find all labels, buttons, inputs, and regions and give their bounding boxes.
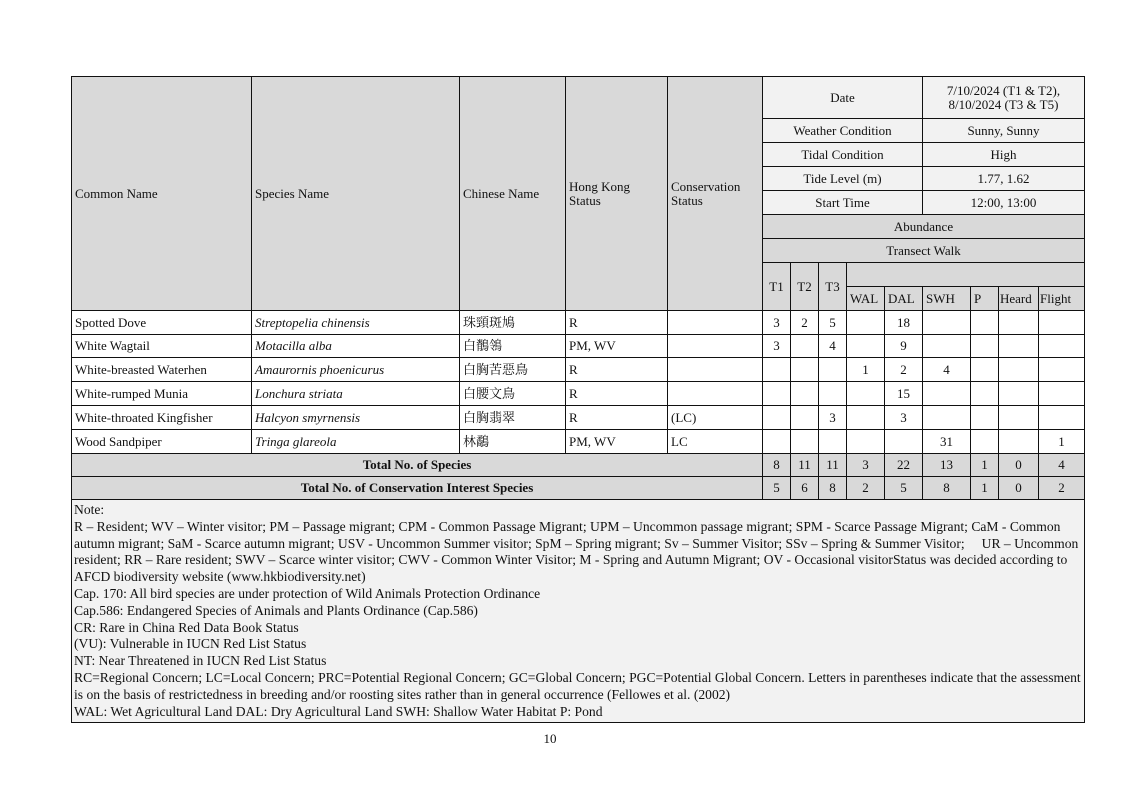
table-row <box>72 311 1085 335</box>
dal-value: 3 <box>885 406 923 430</box>
col-p: P <box>971 287 999 311</box>
table-row <box>72 430 1085 454</box>
tide-level-label: Tide Level (m) <box>763 167 923 191</box>
swh-value <box>923 406 971 430</box>
hk-status: PM, WV <box>566 335 668 358</box>
p-value <box>971 335 999 358</box>
t2-value <box>791 430 819 454</box>
col-heard: Heard <box>999 287 1039 311</box>
common-name: Spotted Dove <box>72 311 252 335</box>
t3-value: 5 <box>819 311 847 335</box>
heard-value <box>999 406 1039 430</box>
col-wal: WAL <box>847 287 885 311</box>
date-value-line2: 8/10/2024 (T3 & T5) <box>948 96 1059 112</box>
total-value: 2 <box>1039 477 1085 500</box>
table-row <box>72 358 1085 382</box>
page-number: 10 <box>543 731 557 746</box>
weather-label: Weather Condition <box>763 119 923 143</box>
total-value: 0 <box>999 477 1039 500</box>
total-value: 8 <box>923 477 971 500</box>
t1-value: 3 <box>763 311 791 335</box>
t3-value <box>819 382 847 406</box>
t2-value <box>791 335 819 358</box>
heard-value <box>999 358 1039 382</box>
swh-value: 4 <box>923 358 971 382</box>
chinese-name: 白鶺鴒 <box>460 335 566 358</box>
p-value <box>971 311 999 335</box>
notes-row <box>72 500 1085 723</box>
t1-value <box>763 406 791 430</box>
dal-value: 2 <box>885 358 923 382</box>
total-value: 22 <box>885 454 923 477</box>
t1-value <box>763 358 791 382</box>
dal-value: 9 <box>885 335 923 358</box>
conservation-status <box>668 358 763 382</box>
date-value <box>923 77 1085 119</box>
wal-value <box>847 335 885 358</box>
header-hk-status: Hong Kong Status <box>566 77 668 311</box>
total-species-row <box>72 454 1085 477</box>
col-t3: T3 <box>819 263 847 311</box>
total-value: 8 <box>763 454 791 477</box>
swh-value <box>923 335 971 358</box>
chinese-name: 珠頸斑鳩 <box>460 311 566 335</box>
table-row <box>72 406 1085 430</box>
date-value-line1: 7/10/2024 (T1 & T2), <box>946 82 1061 98</box>
header-conservation-status: Conservation Status <box>668 77 763 311</box>
total-value: 5 <box>763 477 791 500</box>
note-heading: Note: <box>74 502 105 517</box>
dal-value: 18 <box>885 311 923 335</box>
t1-value <box>763 430 791 454</box>
p-value <box>971 430 999 454</box>
note-cap170: Cap. 170: All bird species are under protection of Wild Animals Protection Ordinance <box>74 585 541 601</box>
note-nt: NT: Near Threatened in IUCN Red List Status <box>74 653 327 669</box>
flight-value: 1 <box>1039 430 1085 454</box>
tidal-label: Tidal Condition <box>763 143 923 167</box>
t3-value <box>819 430 847 454</box>
table-row <box>72 382 1085 406</box>
species-name: Halcyon smyrnensis <box>252 406 460 430</box>
heard-value <box>999 382 1039 406</box>
flight-value <box>1039 382 1085 406</box>
total-value: 1 <box>971 477 999 500</box>
chinese-name: 白胸翡翠 <box>460 406 566 430</box>
header-chinese-name: Chinese Name <box>460 77 566 311</box>
col-flight: Flight <box>1039 287 1085 311</box>
bird-survey-table <box>71 76 1085 723</box>
p-value <box>971 358 999 382</box>
abundance-header: Abundance <box>763 215 1085 239</box>
wal-value: 1 <box>847 358 885 382</box>
heard-value <box>999 335 1039 358</box>
common-name: Wood Sandpiper <box>72 430 252 454</box>
total-value: 0 <box>999 454 1039 477</box>
t1-value: 3 <box>763 335 791 358</box>
conservation-status <box>668 382 763 406</box>
species-name: Lonchura striata <box>252 382 460 406</box>
col-swh: SWH <box>923 287 971 311</box>
note-status-codes: R – Resident; WV – Winter visitor; PM – Passage migrant; CPM - Common Passage Migrant; UPM – Uncommon passage migrant; SPM - Scarce Passage Migrant; CaM - Common autumn migrant; SaM - Scarce autumn migrant; USV - Uncommon Summer visitor; SpM – Spring migrant; Sv – Summer Visitor; SSv – Spring & Summer Visitor; UR – Uncommon resident; RR – Rare resident; SWV – Scarce winter visitor; CWV - Common Winter Visitor; M - Spring and Autumn Migrant; OV - Occasional visitorStatus was decided according to AFCD biodiversity website (www.hkbiodiversity.net) <box>74 518 1082 585</box>
hk-status: R <box>566 358 668 382</box>
total-value: 13 <box>923 454 971 477</box>
species-name: Motacilla alba <box>252 335 460 358</box>
p-value <box>971 382 999 406</box>
weather-value: Sunny, Sunny <box>923 119 1085 143</box>
swh-value <box>923 311 971 335</box>
t1-value <box>763 382 791 406</box>
total-value: 11 <box>819 454 847 477</box>
species-name: Amaurornis phoenicurus <box>252 358 460 382</box>
wal-value <box>847 406 885 430</box>
dal-value <box>885 430 923 454</box>
chinese-name: 林鷸 <box>460 430 566 454</box>
total-conservation-label: Total No. of Conservation Interest Species <box>72 477 763 500</box>
flight-value <box>1039 335 1085 358</box>
total-conservation-row <box>72 477 1085 500</box>
habitat-group-header <box>847 263 1085 287</box>
transect-walk-header: Transect Walk <box>763 239 1085 263</box>
species-name: Tringa glareola <box>252 430 460 454</box>
col-t1: T1 <box>763 263 791 311</box>
wal-value <box>847 430 885 454</box>
total-value: 1 <box>971 454 999 477</box>
t3-value <box>819 358 847 382</box>
conservation-status <box>668 335 763 358</box>
conservation-status: LC <box>668 430 763 454</box>
dal-value: 15 <box>885 382 923 406</box>
total-value: 6 <box>791 477 819 500</box>
col-dal: DAL <box>885 287 923 311</box>
note-vu: (VU): Vulnerable in IUCN Red List Status <box>74 636 307 652</box>
swh-value: 31 <box>923 430 971 454</box>
common-name: White-throated Kingfisher <box>72 406 252 430</box>
hk-status: R <box>566 382 668 406</box>
common-name: White-rumped Munia <box>72 382 252 406</box>
total-value: 2 <box>847 477 885 500</box>
start-time-label: Start Time <box>763 191 923 215</box>
tide-level-value: 1.77, 1.62 <box>923 167 1085 191</box>
t2-value: 2 <box>791 311 819 335</box>
total-value: 3 <box>847 454 885 477</box>
conservation-status <box>668 311 763 335</box>
start-time-value: 12:00, 13:00 <box>923 191 1085 215</box>
tidal-value: High <box>923 143 1085 167</box>
chinese-name: 白腰文鳥 <box>460 382 566 406</box>
conservation-status: (LC) <box>668 406 763 430</box>
chinese-name: 白胸苦惡鳥 <box>460 358 566 382</box>
total-value: 5 <box>885 477 923 500</box>
t3-value: 3 <box>819 406 847 430</box>
wal-value <box>847 382 885 406</box>
heard-value <box>999 311 1039 335</box>
total-value: 8 <box>819 477 847 500</box>
common-name: White Wagtail <box>72 335 252 358</box>
total-value: 11 <box>791 454 819 477</box>
t2-value <box>791 406 819 430</box>
species-name: Streptopelia chinensis <box>252 311 460 335</box>
note-concern-codes: RC=Regional Concern; LC=Local Concern; PRC=Potential Regional Concern; GC=Global Concern; PGC=Potential Global Concern. Letters in parentheses indicate that the assessment is on the basis of restrictedness in breeding and/or roosting sites rather than in general occurrence (Fellowes et al. (2002) <box>74 669 1081 702</box>
p-value <box>971 406 999 430</box>
total-value: 4 <box>1039 454 1085 477</box>
hk-status: R <box>566 311 668 335</box>
flight-value <box>1039 406 1085 430</box>
header-common-name: Common Name <box>72 77 252 311</box>
note-cap586: Cap.586: Endangered Species of Animals and Plants Ordinance (Cap.586) <box>74 602 478 618</box>
common-name: White-breasted Waterhen <box>72 358 252 382</box>
hk-status: PM, WV <box>566 430 668 454</box>
t2-value <box>791 382 819 406</box>
notes-cell <box>72 500 1085 723</box>
table-row <box>72 335 1085 358</box>
heard-value <box>999 430 1039 454</box>
hk-status: R <box>566 406 668 430</box>
t2-value <box>791 358 819 382</box>
flight-value <box>1039 358 1085 382</box>
note-cr: CR: Rare in China Red Data Book Status <box>74 619 299 635</box>
swh-value <box>923 382 971 406</box>
col-t2: T2 <box>791 263 819 311</box>
date-label: Date <box>763 77 923 119</box>
t3-value: 4 <box>819 335 847 358</box>
flight-value <box>1039 311 1085 335</box>
note-habitat-codes: WAL: Wet Agricultural Land DAL: Dry Agricultural Land SWH: Shallow Water Habitat P: Pond <box>74 703 603 719</box>
wal-value <box>847 311 885 335</box>
total-species-label: Total No. of Species <box>72 454 763 477</box>
header-species-name: Species Name <box>252 77 460 311</box>
